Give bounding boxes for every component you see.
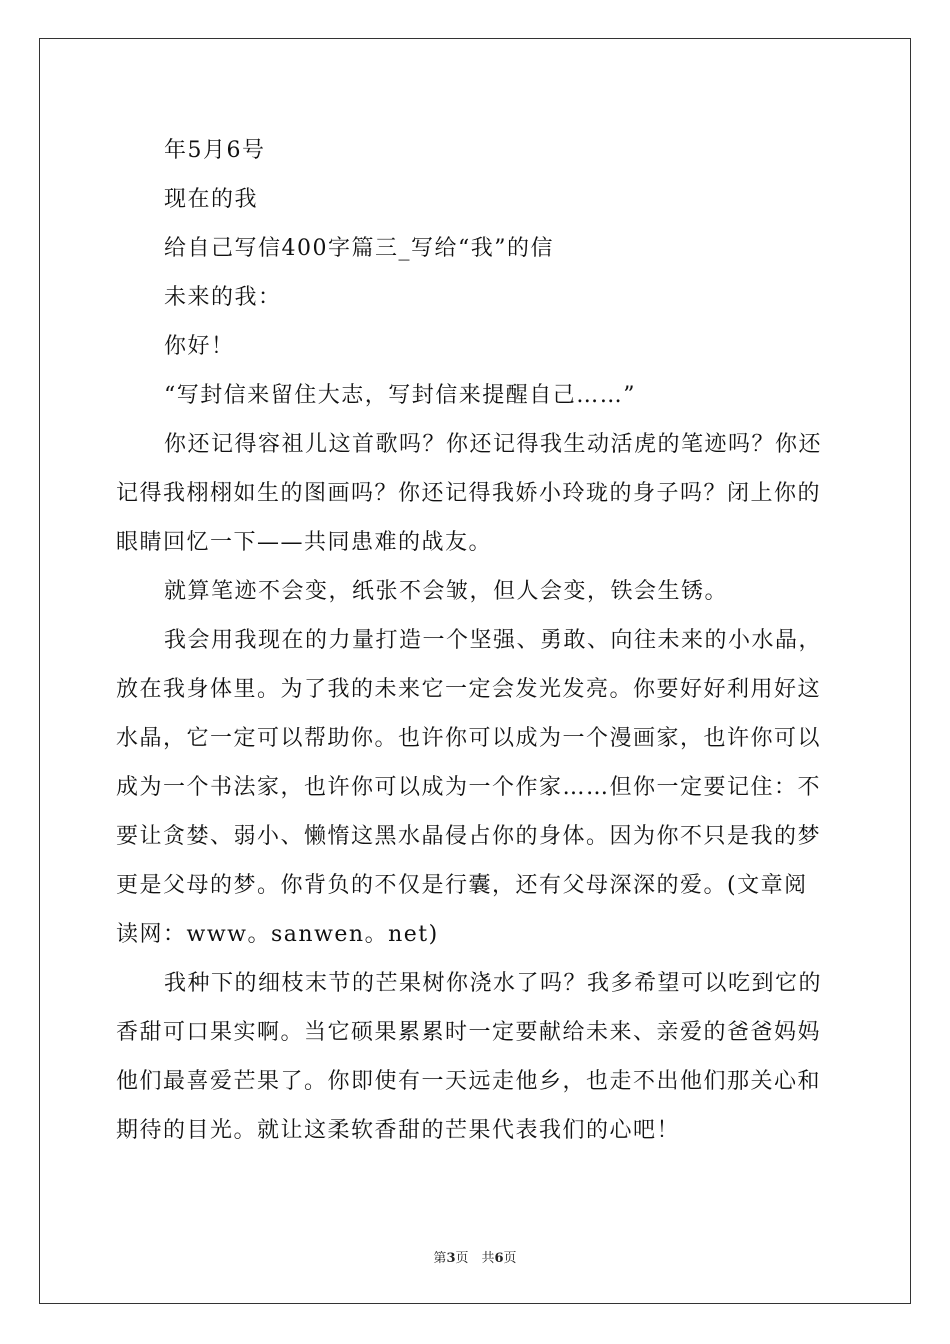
text-line: 读网：www。sanwen。net) xyxy=(116,922,439,947)
text-line: 期待的目光。就让这柔软香甜的芒果代表我们的心吧！ xyxy=(116,1118,681,1143)
text-line: 水晶，它一定可以帮助你。也许你可以成为一个漫画家，也许你可以 xyxy=(116,726,822,751)
text-line: 现在的我 xyxy=(164,187,259,212)
page-suffix: 页 xyxy=(503,1251,517,1266)
text-line: 你好！ xyxy=(164,334,235,359)
page-prefix: 第 xyxy=(433,1251,447,1266)
document-body xyxy=(116,126,836,1155)
text-line: 给自己写信400字篇三_写给“我”的信 xyxy=(164,236,554,261)
text-line: 未来的我： xyxy=(164,285,282,310)
text-line: 成为一个书法家，也许你可以成为一个作家……但你一定要记住：不 xyxy=(116,775,822,800)
total-page-number: 6 xyxy=(494,1251,504,1266)
text-line: 就算笔迹不会变，纸张不会皱，但人会变，铁会生锈。 xyxy=(164,579,729,604)
page-mid: 页 共 xyxy=(455,1251,495,1266)
text-line: 我会用我现在的力量打造一个坚强、勇敢、向往未来的小水晶， xyxy=(164,628,823,653)
text-line: 眼睛回忆一下——共同患难的战友。 xyxy=(116,530,493,555)
text-line: 更是父母的梦。你背负的不仅是行囊，还有父母深深的爱。(文章阅 xyxy=(116,873,808,898)
text-line: 香甜可口果实啊。当它硕果累累时一定要献给未来、亲爱的爸爸妈妈 xyxy=(116,1020,822,1045)
text-line: 记得我栩栩如生的图画吗？你还记得我娇小玲珑的身子吗？闭上你的 xyxy=(116,481,822,506)
text-line: 年5月6号 xyxy=(164,138,266,163)
text-line: 他们最喜爱芒果了。你即使有一天远走他乡，也走不出他们那关心和 xyxy=(116,1069,822,1094)
text-line: 我种下的细枝末节的芒果树你浇水了吗？我多希望可以吃到它的 xyxy=(164,971,823,996)
page-footer xyxy=(0,1247,950,1266)
current-page-number: 3 xyxy=(446,1251,456,1266)
text-line: “写封信来留住大志，写封信来提醒自己……” xyxy=(164,383,636,408)
text-line: 你还记得容祖儿这首歌吗？你还记得我生动活虎的笔迹吗？你还 xyxy=(164,432,823,457)
text-line: 要让贪婪、弱小、懒惰这黑水晶侵占你的身体。因为你不只是我的梦 xyxy=(116,824,822,849)
text-line: 放在我身体里。为了我的未来它一定会发光发亮。你要好好利用好这 xyxy=(116,677,822,702)
